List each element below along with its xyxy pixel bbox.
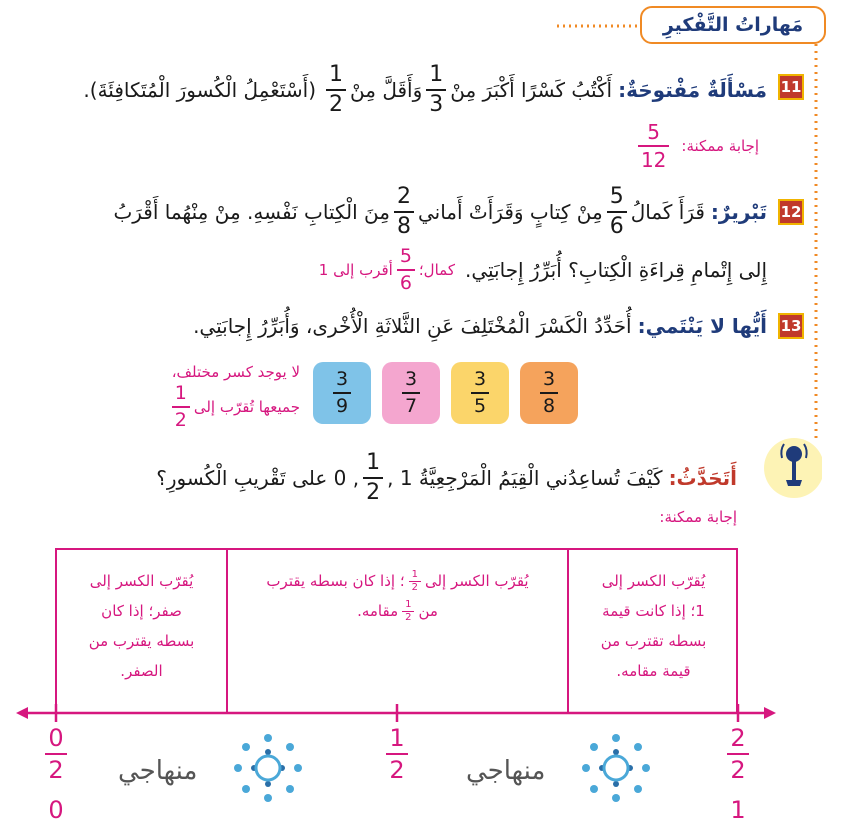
side-dotted-line [812,44,820,439]
talk-text-1: كَيْفَ تُساعِدُني الْقِيَمُ الْمَرْجِعِيَّةُ 1 , [387,466,663,490]
q11-fraction-1: $\frac{1}{3}$ [426,64,446,116]
left-line-4: الصفر. [120,662,163,680]
q12-text-1: قَرَأَ كَمالُ [630,200,705,224]
middle-line-2-pre: من [418,602,438,620]
axis-label-left: $\frac{0}{2}$ [36,726,76,782]
watermark-text-2: منهاجي [466,756,546,786]
middle-fraction-2: $\frac{1}{2}$ [402,600,414,623]
middle-line-1-pre: يُقرّب الكسر إلى [424,572,529,590]
right-line-4: قيمة مقامه. [616,662,691,680]
q11-answer-fraction: $\frac{5}{12}$ [638,122,669,170]
fraction-tile-3-5: $\frac{3}{5}$ [451,362,509,424]
right-line-3: بسطه تقترب من [600,632,707,650]
question-12-line-2 [318,245,767,294]
header-dotted-line [555,18,645,34]
talk-answer-label: إجابة ممكنة: [659,508,737,526]
table-cell-left [57,566,226,686]
question-13-text [193,305,767,347]
q12-answer-post: أقرب إلى 1 [318,261,393,279]
q11-text-3: (أَسْتَعْمِلُ الْكُسورَ الْمُتَكافِئَةَ). [83,78,317,102]
left-line-2: صفر؛ إذا كان [101,602,182,620]
q13-answer-fraction: $\frac{1}{2}$ [172,384,190,430]
q13-answer-line-2: جميعها تُقرّب إلى [193,398,300,416]
question-11-text [83,60,767,120]
q11-label: مَسْأَلَةٌ مَفْتوحَةٌ: [618,78,767,102]
q12-text-2: مِنْ كِتابٍ وَقَرَأَتْ أَماني [417,200,603,224]
axis-value-left: 0 [48,796,64,824]
q12-answer-fraction: $\frac{5}{6}$ [397,247,415,293]
left-line-3: بسطه يقترب من [88,632,195,650]
question-number-13: 13 [778,313,804,339]
q12-fraction-2: $\frac{2}{8}$ [394,186,414,238]
axis-value-right: 1 [730,796,746,824]
middle-line-2-post: مقامه. [357,602,399,620]
q13-answer [100,360,300,430]
microphone-icon [752,428,822,498]
fraction-tile-3-7: $\frac{3}{7}$ [382,362,440,424]
q13-text: أُحَدِّدُ الْكَسْرَ الْمُخْتَلِفَ عَنِ الثَّلاثَةِ الْأُخْرى، وَأُبَرِّرُ إِجابَتِي. [193,314,632,338]
q11-text-1: أَكْتُبُ كَسْرًا أَكْبَرَ مِنْ [450,78,613,102]
q11-text-2: وَأَقَلَّ مِنْ [350,78,423,102]
section-title: مَهاراتُ التَّفْكيرِ [662,14,804,36]
q12-text-line-2: إِلى إِتْمامِ قِراءَةِ الْكِتابِ؟ أُبَرِّرُ إِجابَتِي. [464,258,767,282]
q11-fraction-2: $\frac{1}{2}$ [326,64,346,116]
talk-question [156,448,737,508]
left-line-1: يُقرّب الكسر إلى [89,572,194,590]
q12-answer [319,247,455,293]
fraction-tile-3-9: $\frac{3}{9}$ [313,362,371,424]
watermark-logo-icon-1 [230,730,306,806]
right-line-1: يُقرّب الكسر إلى [601,572,706,590]
watermark-logo-icon-2 [578,730,654,806]
question-12-text [113,182,767,242]
q12-label: تَبْريرٌ: [710,200,767,224]
talk-fraction: $\frac{1}{2}$ [363,452,383,504]
table-cell-middle [228,566,567,626]
middle-fraction: $\frac{1}{2}$ [409,570,421,593]
fraction-tile-3-8: $\frac{3}{8}$ [520,362,578,424]
talk-label: أَتَحَدَّثُ: [668,466,737,490]
q12-answer-pre: كمال؛ [418,261,455,279]
middle-line-1-post: ؛ إذا كان بسطه يقترب [266,572,405,590]
talk-text-2: , 0 على تَقْريبِ الْكُسورِ؟ [156,466,360,490]
axis-label-middle: $\frac{1}{2}$ [377,726,417,782]
q12-fraction-1: $\frac{5}{6}$ [607,186,627,238]
watermark-text-1: منهاجي [118,756,198,786]
question-number-11: 11 [778,74,804,100]
q11-answer-label: إجابة ممكنة: [681,137,759,155]
q12-text-3: مِنَ الْكِتابِ نَفْسِهِ. مِنْ مِنْهُما أَقْرَبُ [113,200,390,224]
table-cell-right [569,566,738,686]
section-header [640,6,826,44]
q13-answer-line-1: لا يوجد كسر مختلف، [171,363,300,381]
q11-answer [634,120,759,172]
right-line-2: 1؛ إذا كانت قيمة [602,602,705,620]
q13-label: أَيُّها لا يَنْتَمي: [637,314,767,338]
axis-label-right: $\frac{2}{2}$ [718,726,758,782]
question-number-12: 12 [778,199,804,225]
